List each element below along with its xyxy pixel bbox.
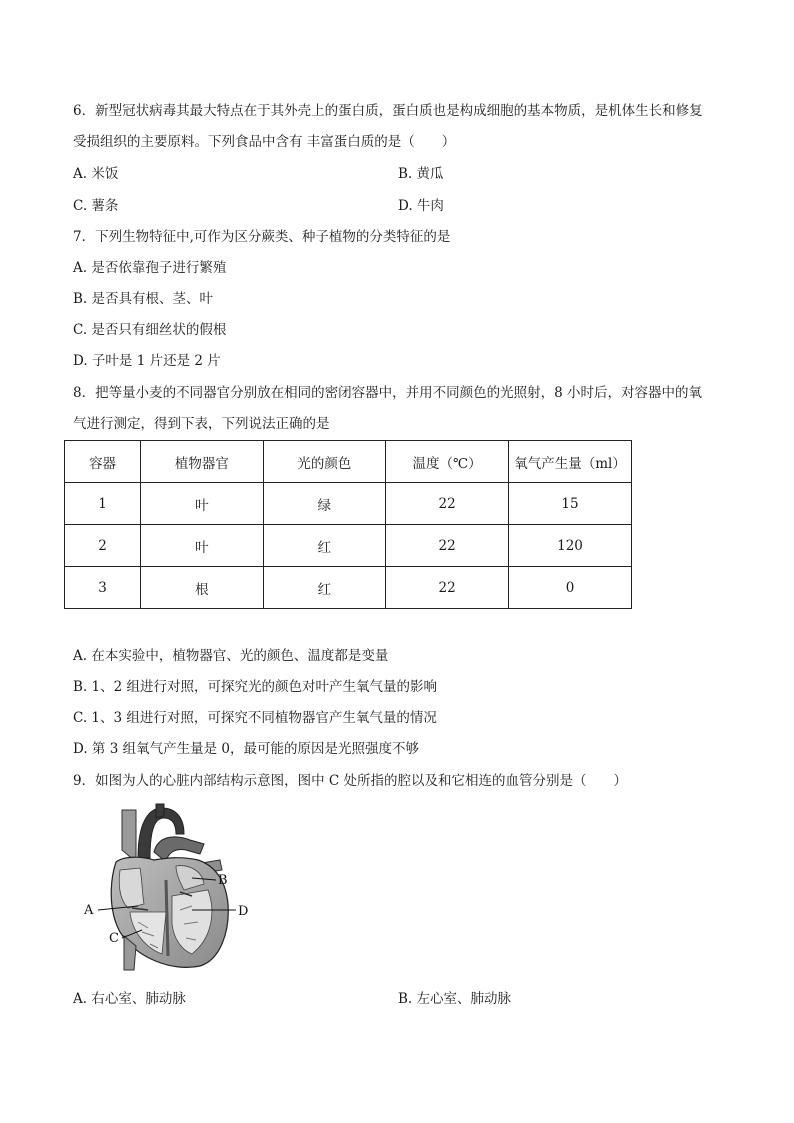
label-c: C bbox=[109, 931, 119, 946]
table-cell: 22 bbox=[386, 525, 509, 567]
q8-option-c[interactable]: C. 1、3 组进行对照，可探究不同植物器官产生氧气量的情况 bbox=[73, 710, 437, 726]
q7-stem: 7．下列生物特征中,可作为区分蕨类、种子植物的分类特征的是 bbox=[73, 229, 451, 245]
table-cell: 红 bbox=[263, 567, 386, 609]
q9-stem: 9．如图为人的心脏内部结构示意图，图中 C 处所指的腔以及和它相连的血管分别是（ ） bbox=[73, 773, 627, 789]
table-cell: 22 bbox=[386, 483, 509, 525]
table-cell: 3 bbox=[65, 567, 141, 609]
q7-option-b[interactable]: B. 是否具有根、茎、叶 bbox=[73, 291, 214, 307]
q9-option-b[interactable]: B. 左心室、肺动脉 bbox=[398, 991, 512, 1007]
table-cell: 叶 bbox=[141, 483, 264, 525]
table-cell: 根 bbox=[141, 567, 264, 609]
table-cell: 红 bbox=[263, 525, 386, 567]
table-cell: 2 bbox=[65, 525, 141, 567]
q9-option-a[interactable]: A. 右心室、肺动脉 bbox=[73, 991, 186, 1007]
table-header-cell: 光的颜色 bbox=[263, 441, 386, 483]
oxygen-data-table bbox=[64, 440, 632, 609]
table-row bbox=[65, 567, 632, 609]
q6-option-b[interactable]: B. 黄瓜 bbox=[398, 166, 444, 182]
q8-option-d[interactable]: D. 第 3 组氧气产生量是 0，最可能的原因是光照强度不够 bbox=[73, 741, 419, 757]
table-header-row bbox=[65, 441, 632, 483]
table-cell: 120 bbox=[509, 525, 632, 567]
table-cell: 22 bbox=[386, 567, 509, 609]
septum bbox=[166, 880, 168, 956]
q6-stem-line1: 6．新型冠状病毒其最大特点在于其外壳上的蛋白质，蛋白质也是构成细胞的基本物质，是机体生长和修复 bbox=[73, 103, 703, 119]
table-cell: 1 bbox=[65, 483, 141, 525]
table-row bbox=[65, 525, 632, 567]
q6-option-a[interactable]: A. 米饭 bbox=[73, 166, 119, 182]
q7-option-c[interactable]: C. 是否只有细丝状的假根 bbox=[73, 322, 227, 338]
table-cell: 15 bbox=[509, 483, 632, 525]
q6-option-c[interactable]: C. 薯条 bbox=[73, 198, 119, 214]
q8-stem-line2: 气进行测定，得到下表，下列说法正确的是 bbox=[73, 416, 330, 432]
table-header-cell: 氧气产生量（ml） bbox=[509, 441, 632, 483]
q8-option-b[interactable]: B. 1、2 组进行对照，可探究光的颜色对叶产生氧气量的影响 bbox=[73, 679, 437, 695]
table-header-cell: 容器 bbox=[65, 441, 141, 483]
aorta-branch bbox=[156, 804, 164, 818]
q6-option-d[interactable]: D. 牛肉 bbox=[398, 198, 444, 214]
table-row bbox=[65, 483, 632, 525]
table-cell: 0 bbox=[509, 567, 632, 609]
heart-diagram bbox=[80, 800, 260, 980]
table-cell: 叶 bbox=[141, 525, 264, 567]
q8-stem-line1: 8．把等量小麦的不同器官分别放在相同的密闭容器中，并用不同颜色的光照射，8 小时后，对容器中的氧 bbox=[73, 385, 702, 401]
q7-option-d[interactable]: D. 子叶是 1 片还是 2 片 bbox=[73, 353, 221, 369]
label-a: A bbox=[84, 903, 94, 918]
table-header-cell: 温度（℃） bbox=[386, 441, 509, 483]
table-cell: 绿 bbox=[263, 483, 386, 525]
superior-vena-cava bbox=[122, 810, 136, 862]
label-b: B bbox=[218, 873, 228, 888]
q8-option-a[interactable]: A. 在本实验中，植物器官、光的颜色、温度都是变量 bbox=[73, 648, 389, 664]
label-d: D bbox=[238, 904, 249, 919]
q7-option-a[interactable]: A. 是否依靠孢子进行繁殖 bbox=[73, 260, 227, 276]
table-header-cell: 植物器官 bbox=[141, 441, 264, 483]
q6-stem-line2: 受损组织的主要原料。下列食品中含有 丰富蛋白质的是（ ） bbox=[73, 134, 456, 150]
